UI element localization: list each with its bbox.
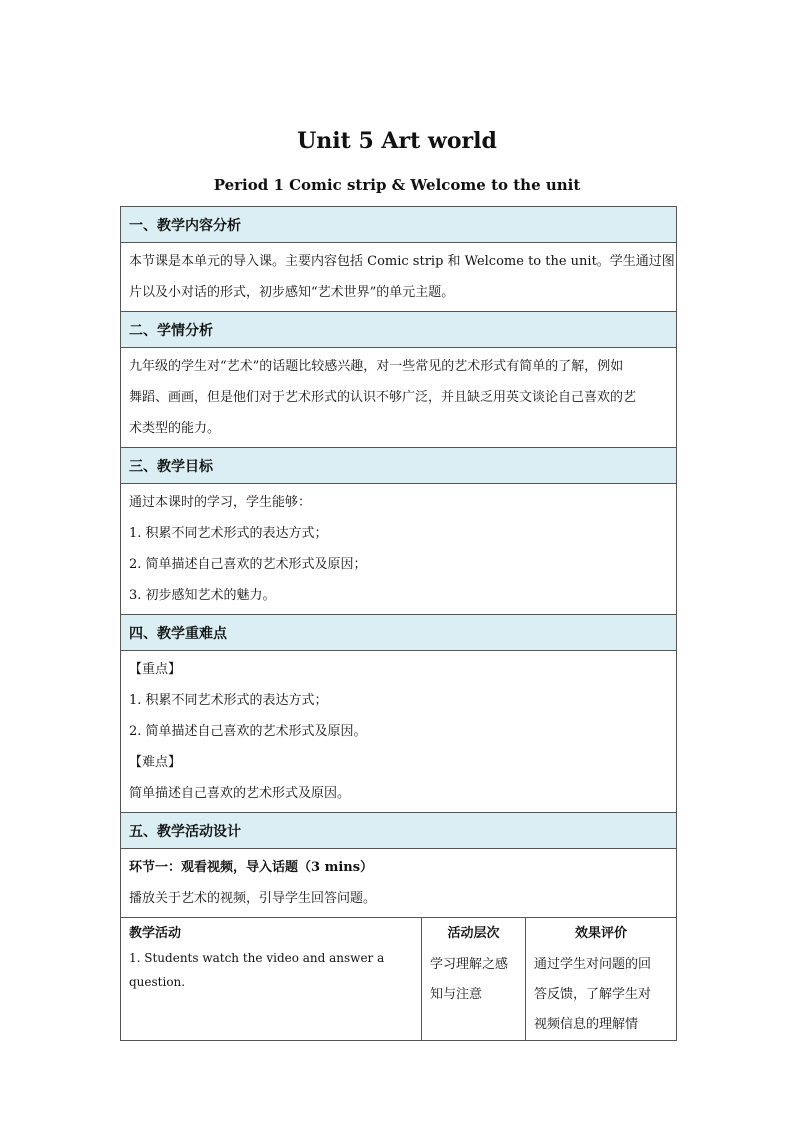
section-heading-learner-analysis: 二、学情分析 bbox=[121, 312, 676, 348]
section-body-content-analysis bbox=[121, 243, 676, 312]
section-body-learner-analysis bbox=[121, 348, 676, 448]
section-body-key-points bbox=[121, 651, 676, 813]
text-line: 学习理解之感 bbox=[430, 957, 509, 972]
text-line: 视频信息的理解情 bbox=[534, 1017, 639, 1032]
activity-column bbox=[121, 918, 422, 1040]
column-header-level: 活动层次 bbox=[447, 926, 500, 941]
text-line: 通过本课时的学习，学生能够： bbox=[129, 495, 312, 510]
text-line: 本节课是本单元的导入课。主要内容包括 Comic strip 和 Welcome to the unit。学生通过图 bbox=[129, 254, 675, 269]
text-line: 答反馈，了解学生对 bbox=[534, 987, 652, 1002]
step-description: 播放关于艺术的视频，引导学生回答问题。 bbox=[129, 891, 377, 906]
text-line: 3. 初步感知艺术的魅力。 bbox=[129, 588, 276, 603]
page-subtitle: Period 1 Comic strip & Welcome to the unit bbox=[213, 176, 581, 194]
level-column bbox=[422, 918, 526, 1040]
section-body-objectives bbox=[121, 484, 676, 615]
text-line: 知与注意 bbox=[430, 987, 483, 1002]
text-line: 1. 积累不同艺术形式的表达方式； bbox=[129, 526, 328, 541]
text-line: 1. 积累不同艺术形式的表达方式； bbox=[129, 693, 328, 708]
text-line: 【重点】 bbox=[129, 662, 182, 677]
step-title: 环节一：观看视频，导入话题（3 mins） bbox=[129, 860, 374, 875]
text-line: 九年级的学生对“艺术”的话题比较感兴趣，对一些常见的艺术形式有简单的了解，例如 bbox=[129, 359, 624, 374]
lesson-plan-table bbox=[120, 206, 677, 1041]
column-header-evaluation: 效果评价 bbox=[574, 926, 627, 941]
evaluation-text bbox=[534, 950, 668, 1040]
text-line: 2. 简单描述自己喜欢的艺术形式及原因； bbox=[129, 557, 367, 572]
column-header-activity: 教学活动 bbox=[129, 926, 182, 941]
text-line: 简单描述自己喜欢的艺术形式及原因。 bbox=[129, 786, 351, 801]
evaluation-column bbox=[526, 918, 676, 1040]
activity-text: 1. Students watch the video and answer a question. bbox=[129, 951, 385, 989]
section-heading-key-points: 四、教学重难点 bbox=[121, 615, 676, 651]
text-line: 通过学生对问题的回 bbox=[534, 957, 652, 972]
text-line: 【难点】 bbox=[129, 755, 182, 770]
text-line: 术类型的能力。 bbox=[129, 421, 221, 436]
section-body-activity-design bbox=[121, 849, 676, 918]
page-title: Unit 5 Art world bbox=[297, 128, 497, 154]
text-line: 2. 简单描述自己喜欢的艺术形式及原因。 bbox=[129, 724, 367, 739]
text-line: 片以及小对话的形式，初步感知“艺术世界”的单元主题。 bbox=[129, 285, 455, 300]
section-heading-activity-design: 五、教学活动设计 bbox=[121, 813, 676, 849]
activity-table bbox=[121, 918, 676, 1040]
level-text bbox=[430, 950, 517, 1010]
text-line: 舞蹈、画画，但是他们对于艺术形式的认识不够广泛，并且缺乏用英文谈论自己喜欢的艺 bbox=[129, 390, 637, 405]
section-heading-content-analysis: 一、教学内容分析 bbox=[121, 207, 676, 243]
section-heading-objectives: 三、教学目标 bbox=[121, 448, 676, 484]
